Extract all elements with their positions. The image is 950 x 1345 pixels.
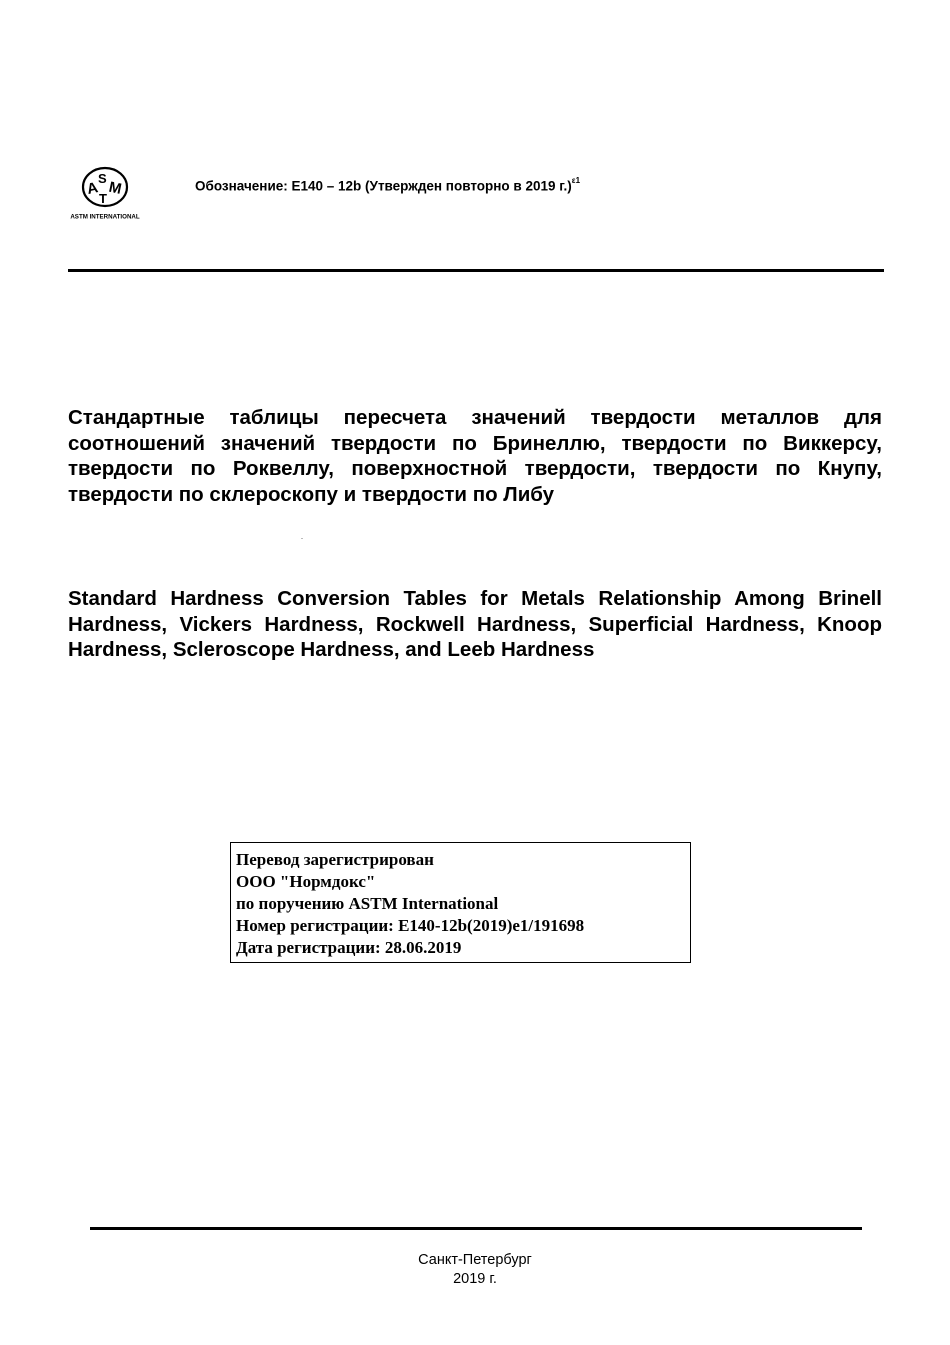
footer-divider — [90, 1227, 862, 1230]
registration-line-1: Перевод зарегистрирован — [236, 850, 434, 869]
title-english: Standard Hardness Conversion Tables for Metals Relationship Among Brinell Hardness, Vickers Hardness, Rockwell Hardness, Superficial Hardness, Knoop Hardness, Scleroscope Hardness, and Leeb Hardness — [68, 587, 882, 661]
svg-text:T: T — [99, 191, 107, 206]
logo-wordmark: ASTM INTERNATIONAL — [70, 213, 140, 221]
title-russian: Стандартные таблицы пересчета значений твердости металлов для соотношений значений твердости по Бринеллю, твердости по Виккерсу, твердости по Роквеллу, поверхностной твердости, твердости по Кнупу, твердости по склероскопу и твердости по Либу — [68, 406, 882, 506]
registration-number: Номер регистрации: E140-12b(2019)e1/191698 — [236, 916, 585, 935]
standard-designation — [195, 178, 580, 194]
designation-superscript: ε1 — [571, 176, 581, 185]
footer-year: 2019 г. — [453, 1271, 497, 1287]
svg-text:A: A — [85, 179, 100, 199]
registration-date: Дата регистрации: 28.06.2019 — [236, 938, 462, 957]
svg-text:M: M — [107, 178, 124, 198]
header-divider — [68, 269, 884, 272]
designation-text: Обозначение: E140 – 12b (Утвержден повторно в 2019 г.) — [195, 178, 572, 194]
registration-line-2: ООО "Нормдокс" — [236, 872, 376, 891]
registration-box — [230, 842, 691, 963]
footer-city: Санкт-Петербург — [418, 1252, 532, 1268]
astm-logo — [70, 163, 140, 223]
registration-line-3: по поручению ASTM International — [236, 894, 499, 913]
svg-text:S: S — [98, 171, 107, 186]
stray-mark — [301, 538, 303, 539]
